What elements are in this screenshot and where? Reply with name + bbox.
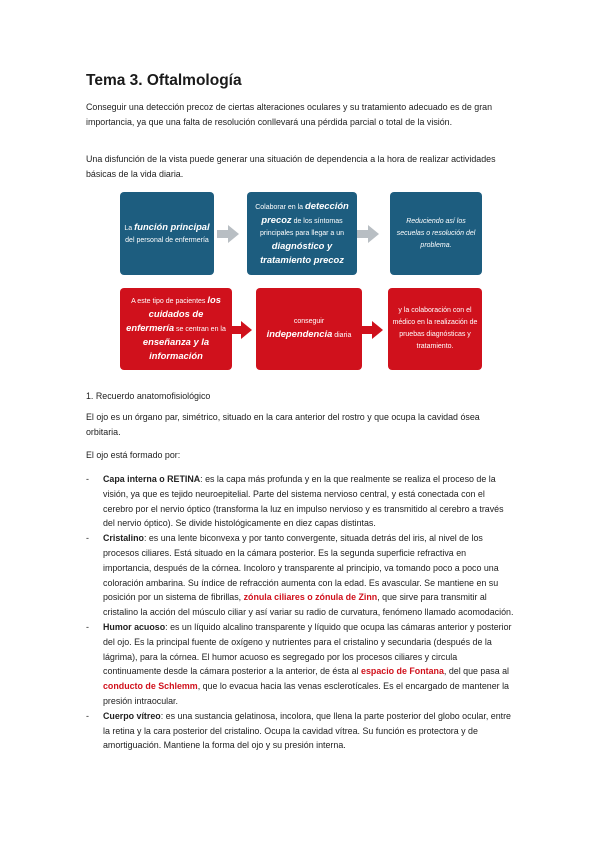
list-text: , del que pasa al [443, 666, 510, 677]
list-text: , que lo evacua hacia las venas esclerotícales. Es el encargado de mantener la presión intraocular. [103, 681, 509, 706]
box5-post: diaria [332, 332, 352, 339]
list-dash: - [86, 474, 89, 484]
section-heading: 1. Recuerdo anatomofisiológico [86, 391, 211, 401]
list-text: : es una sustancia gelatinosa, incolora, que llena la parte posterior del globo ocular, entre la retina y la cara posterior del cristalino. Ocupa la cavidad vítrea. Su función es protectora y de amortiguación. Mantiene la forma del ojo y su presión interna. [103, 710, 511, 751]
box4-strong2: enseñanza y la información [142, 336, 210, 361]
box4-mid: se centran en la [176, 326, 226, 333]
diagram-box-nursing-care [120, 288, 232, 370]
list-item [86, 472, 516, 531]
list-text: : es la capa más profunda y en la que realmente se realiza el proceso de la visión, ya que es tejido neuroepitelial. Parte del sistema nervioso central, y está conectada con el cerebro por el nervio óptico (transforma la luz en impulso nervioso y es transmitido al cerebro a través del nervio óptico). Se divide histológicamente en diez capas distintas. [103, 474, 504, 529]
list-term: Capa interna o RETINA [103, 474, 201, 484]
diagram-box-early-detection [247, 192, 357, 275]
box1-post: del personal de enfermería [125, 236, 209, 244]
list-dash: - [86, 533, 89, 544]
list-item [86, 620, 516, 709]
box2-strong2: diagnóstico y tratamiento precoz [260, 239, 344, 265]
box5-pre: conseguir [293, 318, 325, 325]
box2-strong1: detección precoz [261, 199, 349, 225]
intro-paragraph-2: Una disfunción de la vista puede generar una situación de dependencia a la hora de realizar actividades básicas de la vida diaria. [86, 154, 496, 180]
list-item [86, 709, 516, 753]
diagram-box-principal-function [120, 192, 214, 275]
arrow-right-icon [241, 321, 252, 339]
list-item [86, 531, 516, 620]
diagram-box-collaboration [388, 288, 482, 370]
box2-pre: Colaborar en la [255, 203, 306, 211]
section-paragraph-1: El ojo es un órgano par, simétrico, situado en la cara anterior del rostro y que ocupa la cavidad ósea orbitaria. [86, 412, 480, 438]
section-paragraph-2: El ojo está formado por: [86, 450, 181, 460]
box4-strong1: los cuidados de enfermería [126, 294, 221, 333]
list-text: : es un líquido alcalino transparente y líquido que ocupa las cámaras anterior y posterior del ojo. Es la principal fuente de oxígeno y nutrientes para el cristalino y secundaria (después de la lágrima), para la córnea. El humor acuoso es segregado por los procesos ciliares y circula continuamente desde la cámara posterior a la anterior, de ésta al [103, 621, 512, 677]
arrow-right-icon [368, 225, 379, 243]
arrow-right-icon [228, 225, 239, 243]
list-dash: - [86, 710, 89, 721]
list-term: Cuerpo vítreo [103, 710, 161, 721]
diagram-box-resolution [390, 192, 482, 275]
arrow-right-icon [372, 321, 383, 339]
page-title: Tema 3. Oftalmología [86, 72, 242, 89]
eye-structure-list [86, 472, 516, 753]
list-text: : es una lente biconvexa y por tanto convergente, situada detrás del iris, al nivel de los procesos ciliares. Está situado en la cámara posterior. Es la segunda superficie refractiva en importancia, después de la córnea. Incoloro y transparente al principio, va tomando poco a poco una coloración ambarina. Su índice de refracción aumenta con la edad. Es avascular. Se mantiene en su posición por un sistema de fibrillas, [103, 533, 499, 603]
list-text: , que sirve para transmitir al cristalino la acción del músculo ciliar y así variar su radio de curvatura, fenómeno llamado acomodación. [103, 592, 514, 618]
list-dash: - [86, 621, 89, 632]
highlight-term: conducto de Schlemm [103, 681, 198, 692]
diagram-box-independence [256, 288, 362, 370]
box3-text: Reduciendo así los secuelas o resolución del problema. [396, 217, 476, 249]
box1-pre: La [124, 224, 135, 232]
nursing-role-diagram [120, 192, 482, 370]
box6-text: y la colaboración con el médico en la realización de pruebas diagnósticas y tratamiento. [392, 307, 478, 350]
box1-strong: función principal [134, 220, 210, 232]
highlight-term: espacio de Fontana [361, 666, 444, 677]
box5-strong: independencia [266, 328, 333, 339]
highlight-term: zónula ciliares o zónula de Zinn [243, 592, 378, 603]
box4-pre: A este tipo de pacientes [131, 298, 208, 305]
intro-paragraph-1: Conseguir una detección precoz de ciertas alteraciones oculares y su tratamiento adecuado es de gran importancia, ya que una falta de resolución conllevará una pérdida parcial o total de la visión. [86, 102, 493, 128]
list-term: Humor acuoso [103, 621, 166, 632]
list-term: Cristalino [103, 533, 144, 544]
box2-mid: de los síntomas principales para llegar a un [259, 217, 345, 237]
